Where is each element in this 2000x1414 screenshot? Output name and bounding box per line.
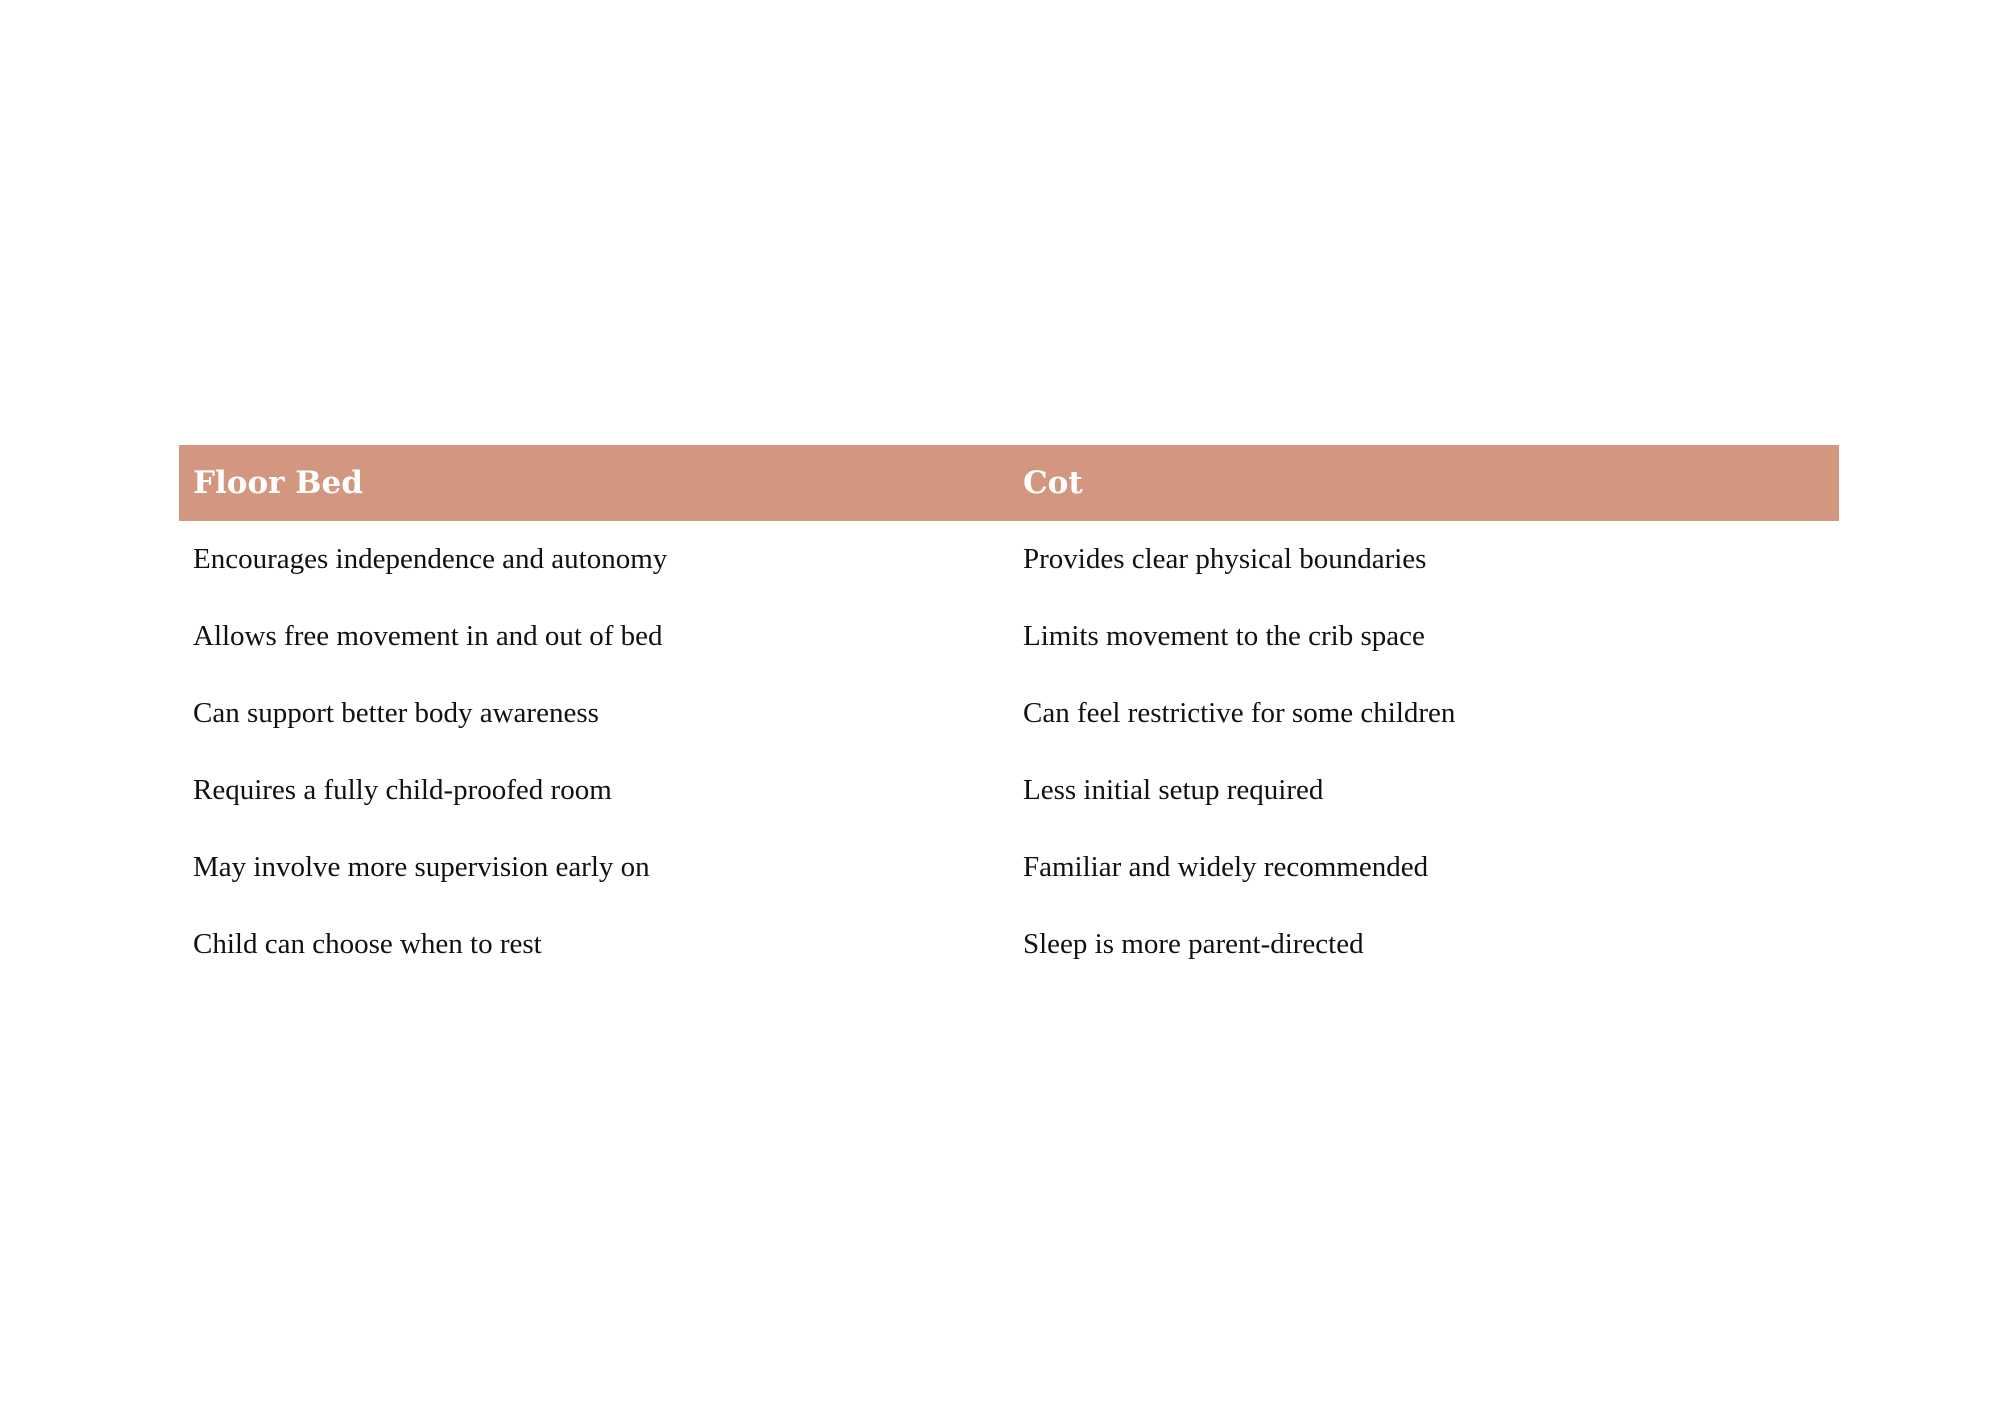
floor-bed-cell: Encourages independence and autonomy	[193, 543, 668, 575]
header-floor-bed: Floor Bed	[193, 465, 363, 501]
table-row	[179, 752, 1839, 829]
floor-bed-cell: Can support better body awareness	[193, 697, 599, 729]
table-row	[179, 906, 1839, 983]
floor-bed-cell: Allows free movement in and out of bed	[193, 620, 663, 652]
table-header-row	[179, 445, 1839, 521]
table-row	[179, 829, 1839, 906]
table-row	[179, 598, 1839, 675]
cot-cell: Sleep is more parent-directed	[1023, 928, 1364, 960]
cot-cell: Limits movement to the crib space	[1023, 620, 1425, 652]
comparison-table	[179, 445, 1839, 983]
cot-cell: Less initial setup required	[1023, 774, 1324, 806]
cot-cell: Can feel restrictive for some children	[1023, 697, 1456, 729]
floor-bed-cell: Child can choose when to rest	[193, 928, 542, 960]
floor-bed-cell: May involve more supervision early on	[193, 851, 650, 883]
floor-bed-cell: Requires a fully child-proofed room	[193, 774, 612, 806]
cot-cell: Provides clear physical boundaries	[1023, 543, 1427, 575]
table-row	[179, 675, 1839, 752]
cot-cell: Familiar and widely recommended	[1023, 851, 1429, 883]
table-row	[179, 521, 1839, 598]
header-cot: Cot	[1023, 465, 1083, 501]
